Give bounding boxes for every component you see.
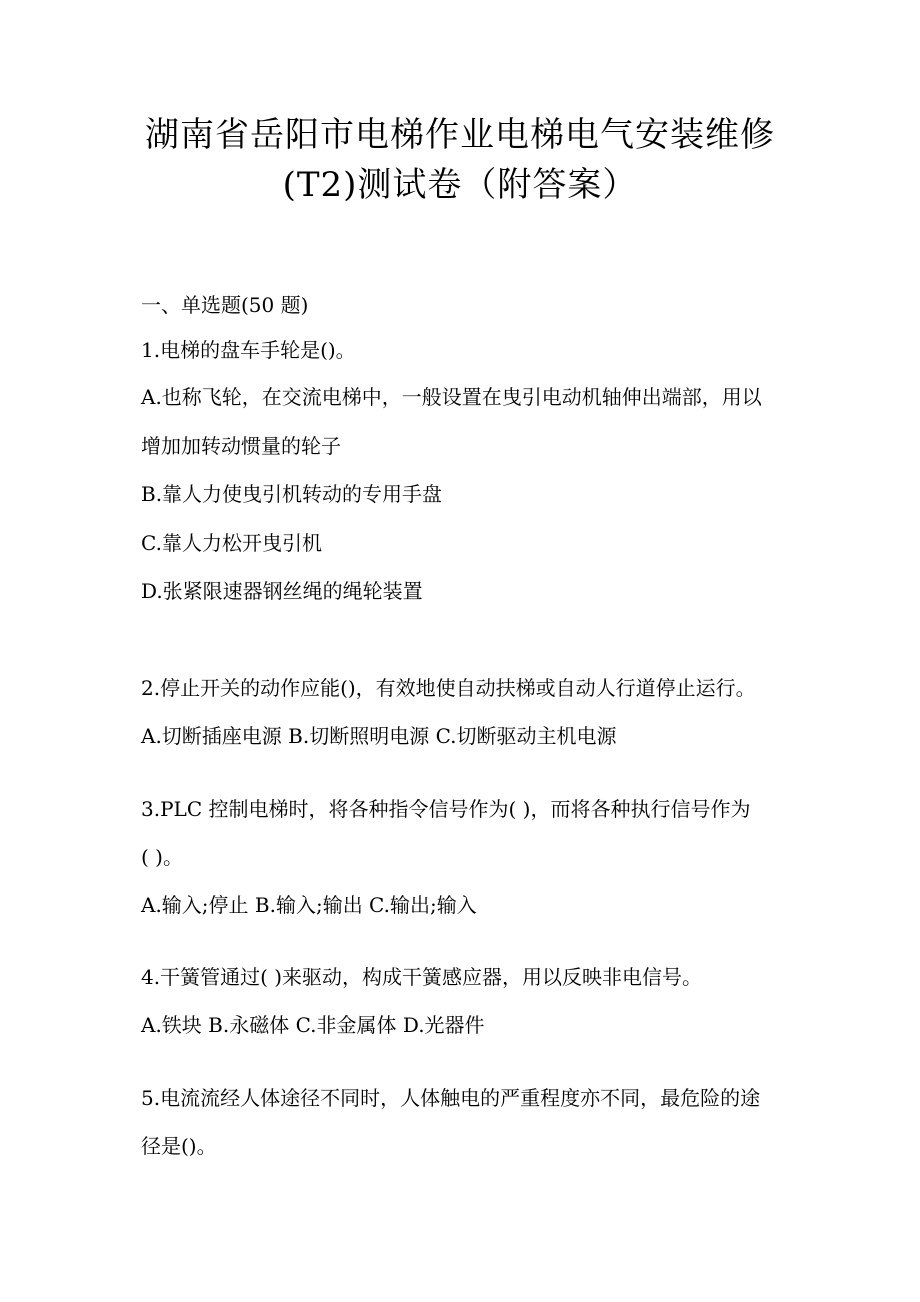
question-2-options: A.切断插座电源 B.切断照明电源 C.切断驱动主机电源 [141,724,617,748]
question-1-option-b: B.靠人力使曳引机转动的专用手盘 [141,482,443,506]
question-1-option-c: C.靠人力松开曳引机 [141,531,322,555]
document-title-line-2: (T2)测试卷（附答案） [282,165,638,205]
question-1-option-a: A.也称飞轮，在交流电梯中，一般设置在曳引电动机轴伸出端部，用以 [141,385,762,409]
question-5-stem: 5.电流流经人体途径不同时，人体触电的严重程度亦不同，最危险的途 [141,1086,761,1110]
question-2-stem: 2.停止开关的动作应能()，有效地使自动扶梯或自动人行道停止运行。 [141,676,756,700]
question-5-stem-continued: 径是()。 [141,1134,217,1158]
section-heading: 一、单选题(50 题) [141,293,309,317]
question-3-stem: 3.PLC 控制电梯时，将各种指令信号作为( )，而将各种执行信号作为 [141,797,751,821]
question-3-stem-continued: ( )。 [141,845,183,869]
question-1-stem: 1.电梯的盘车手轮是()。 [141,338,356,362]
question-4-options: A.铁块 B.永磁体 C.非金属体 D.光器件 [141,1013,485,1037]
question-4-stem: 4.干簧管通过( )来驱动，构成干簧感应器，用以反映非电信号。 [141,965,703,989]
question-1-option-d: D.张紧限速器钢丝绳的绳轮装置 [141,579,423,603]
question-1-option-a-continued: 增加加转动惯量的轮子 [141,434,341,458]
question-3-options: A.输入;停止 B.输入;输出 C.输出;输入 [141,893,477,917]
document-title-line-1: 湖南省岳阳市电梯作业电梯电气安装维修 [145,115,775,155]
